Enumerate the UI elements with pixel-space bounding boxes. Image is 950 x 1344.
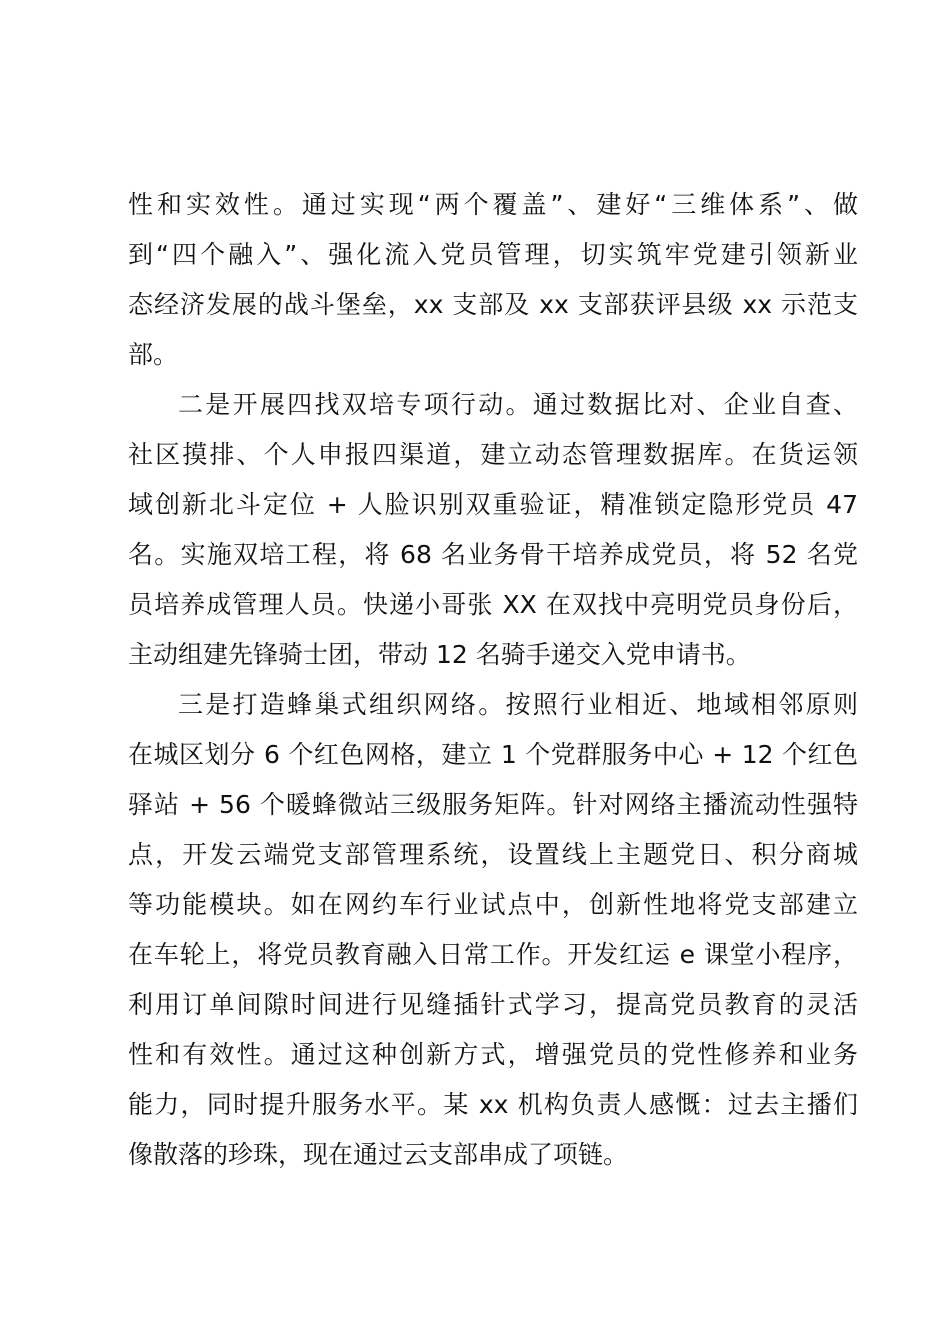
text-line: 域创新北斗定位 + 人脸识别双重验证，精准锁定隐形党员 47	[128, 490, 858, 519]
text-line: 到“四个融入”、强化流入党员管理，切实筑牢党建引领新业	[128, 240, 858, 269]
text-line: 社区摸排、个人申报四渠道，建立动态管理数据库。在货运领	[128, 440, 858, 469]
text-line: 员培养成管理人员。快递小哥张 XX 在双找中亮明党员身份后，	[128, 590, 858, 619]
text-line: 能力，同时提升服务水平。某 xx 机构负责人感慨：过去主播们	[128, 1090, 858, 1119]
text-line: 性和有效性。通过这种创新方式，增强党员的党性修养和业务	[128, 1040, 858, 1069]
text-line: 主动组建先锋骑士团，带动 12 名骑手递交入党申请书。	[128, 640, 751, 669]
text-line: 在城区划分 6 个红色网格，建立 1 个党群服务中心 + 12 个红色	[128, 740, 858, 769]
text-line: 部。	[128, 340, 179, 369]
text-line: 态经济发展的战斗堡垒，xx 支部及 xx 支部获评县级 xx 示范支	[128, 290, 858, 319]
text-line: 名。实施双培工程，将 68 名业务骨干培养成党员，将 52 名党	[128, 540, 858, 569]
text-line: 像散落的珍珠，现在通过云支部串成了项链。	[128, 1140, 629, 1169]
text-line: 点，开发云端党支部管理系统，设置线上主题党日、积分商城	[128, 840, 858, 869]
text-line: 驿站 + 56 个暖蜂微站三级服务矩阵。针对网络主播流动性强特	[128, 790, 858, 819]
text-line: 利用订单间隙时间进行见缝插针式学习，提高党员教育的灵活	[128, 990, 858, 1019]
body-text	[128, 180, 858, 1180]
text-line: 三是打造蜂巢式组织网络。按照行业相近、地域相邻原则	[178, 690, 858, 719]
text-line: 等功能模块。如在网约车行业试点中，创新性地将党支部建立	[128, 890, 858, 919]
text-line: 性和实效性。通过实现“两个覆盖”、建好“三维体系”、做	[128, 190, 858, 219]
text-line: 在车轮上，将党员教育融入日常工作。开发红运 e 课堂小程序，	[128, 940, 858, 969]
text-line: 二是开展四找双培专项行动。通过数据比对、企业自查、	[178, 390, 858, 419]
